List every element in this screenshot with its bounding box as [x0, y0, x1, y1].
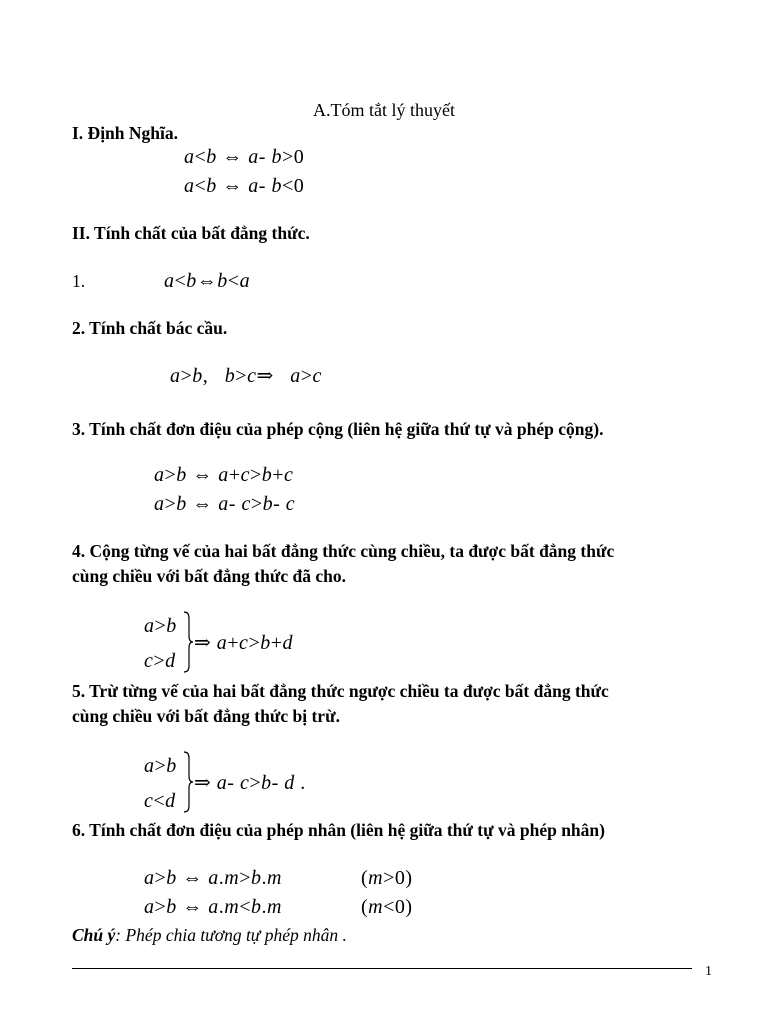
property-5-system-line-2: c<d — [144, 790, 176, 812]
property-1-number: 1. — [72, 271, 86, 291]
property-5-system-line-1: a>b — [144, 755, 177, 777]
property-4-result: ⇒ a+c>b+d — [194, 632, 293, 654]
note-label: Chú ý — [72, 925, 116, 945]
math-variable: c — [239, 772, 250, 794]
property-6-formula-1: a>b ⇔ a.m>b.m — [144, 867, 282, 889]
definition-formula-1: a<b ⇔ a- b>0 — [184, 146, 305, 168]
math-variable: a — [184, 146, 195, 168]
note-text: : Phép chia tương tự phép nhân . — [115, 925, 347, 945]
footer-rule — [72, 968, 692, 969]
math-variable: b — [217, 270, 228, 292]
math-variable: a — [144, 615, 155, 637]
math-variable: a — [154, 493, 165, 515]
property-5-result: ⇒ a- c>b- d . — [194, 772, 306, 794]
math-variable: a — [208, 867, 219, 889]
property-6-condition-2: (m<0) — [361, 896, 413, 918]
math-variable: m — [224, 896, 240, 918]
math-variable: c — [144, 650, 154, 672]
math-variable: c — [239, 632, 249, 654]
math-variable: b — [262, 493, 274, 515]
property-4-heading-line-1: 4. Cộng từng vế của hai bất đẳng thức cùng chiều, ta được bất đẳng thức — [72, 541, 615, 561]
math-variable: m — [267, 896, 282, 918]
math-variable: a — [184, 175, 195, 197]
math-variable: d — [282, 632, 293, 654]
property-6-condition-1: (m>0) — [361, 867, 413, 889]
math-variable: b — [166, 755, 177, 777]
math-variable: a — [164, 270, 175, 292]
property-3-formula-2: a>b ⇔ a- c>b- c — [154, 493, 296, 515]
property-4-heading-line-2: cùng chiều với bất đẳng thức đã cho. — [72, 566, 346, 586]
math-variable: b — [261, 772, 272, 794]
math-variable: d — [284, 772, 295, 794]
math-variable: a — [216, 632, 228, 654]
math-variable: b — [251, 896, 262, 918]
math-variable: b — [261, 464, 273, 486]
math-variable: b — [251, 867, 262, 889]
property-5-heading-line-2: cùng chiều với bất đẳng thức bị trừ. — [72, 706, 340, 726]
property-4-system-line-1: a>b — [144, 615, 177, 637]
math-variable: c — [240, 464, 250, 486]
math-variable: a — [154, 464, 165, 486]
math-variable: a — [208, 896, 219, 918]
math-variable: b — [206, 146, 217, 168]
math-variable: a — [218, 464, 229, 486]
math-variable: a — [248, 146, 259, 168]
property-2-heading: 2. Tính chất bác cầu. — [72, 318, 228, 338]
math-variable: a — [239, 270, 251, 292]
math-variable: c — [241, 493, 251, 515]
math-variable: a — [290, 365, 301, 387]
property-6-heading: 6. Tính chất đơn điệu của phép nhân (liên hệ giữa thứ tự và phép nhân) — [72, 820, 605, 840]
math-variable: c — [247, 365, 257, 387]
math-variable: c — [285, 493, 296, 515]
math-variable: b — [224, 365, 236, 387]
property-2-formula: a>b, b>c⇒ a>c — [170, 365, 322, 387]
math-variable: a — [144, 755, 155, 777]
math-variable: b — [176, 464, 187, 486]
note — [72, 924, 347, 946]
properties-heading: II. Tính chất của bất đẳng thức. — [72, 223, 310, 243]
property-5-right-brace — [182, 751, 194, 813]
math-variable: b — [271, 146, 282, 168]
property-4-system-line-2: c>d — [144, 650, 176, 672]
math-variable: d — [165, 790, 176, 812]
property-5-heading-line-1: 5. Trừ từng vế của hai bất đẳng thức ngược chiều ta được bất đẳng thức — [72, 681, 609, 701]
math-variable: m — [368, 896, 384, 918]
math-variable: a — [144, 896, 155, 918]
definition-heading: I. Định Nghĩa. — [72, 123, 179, 143]
math-variable: b — [166, 867, 177, 889]
page-title: A.Tóm tắt lý thuyết — [313, 100, 455, 120]
math-variable: b — [166, 615, 177, 637]
math-variable: m — [224, 867, 240, 889]
math-variable: c — [312, 365, 322, 387]
page-number: 1 — [705, 964, 712, 979]
math-variable: b — [271, 175, 282, 197]
math-variable: m — [368, 867, 384, 889]
property-1-formula: a<b⇔b<a — [164, 270, 251, 292]
math-variable: a — [170, 365, 181, 387]
property-6-formula-2: a>b ⇔ a.m<b.m — [144, 896, 282, 918]
definition-formula-2: a<b ⇔ a- b<0 — [184, 175, 305, 197]
math-variable: b — [166, 896, 177, 918]
math-variable: c — [284, 464, 294, 486]
math-variable: a — [218, 493, 229, 515]
math-variable: b — [192, 365, 203, 387]
math-variable: a — [216, 772, 228, 794]
property-3-heading: 3. Tính chất đơn điệu của phép cộng (liên hệ giữa thứ tự và phép cộng). — [72, 419, 604, 439]
math-variable: m — [267, 867, 282, 889]
math-variable: b — [176, 493, 187, 515]
math-variable: b — [206, 175, 217, 197]
math-variable: d — [165, 650, 176, 672]
math-variable: a — [144, 867, 155, 889]
property-4-right-brace — [182, 611, 194, 673]
math-variable: c — [144, 790, 154, 812]
math-variable: a — [248, 175, 259, 197]
property-3-formula-1: a>b ⇔ a+c>b+c — [154, 464, 294, 486]
math-variable: b — [186, 270, 197, 292]
math-variable: b — [260, 632, 271, 654]
